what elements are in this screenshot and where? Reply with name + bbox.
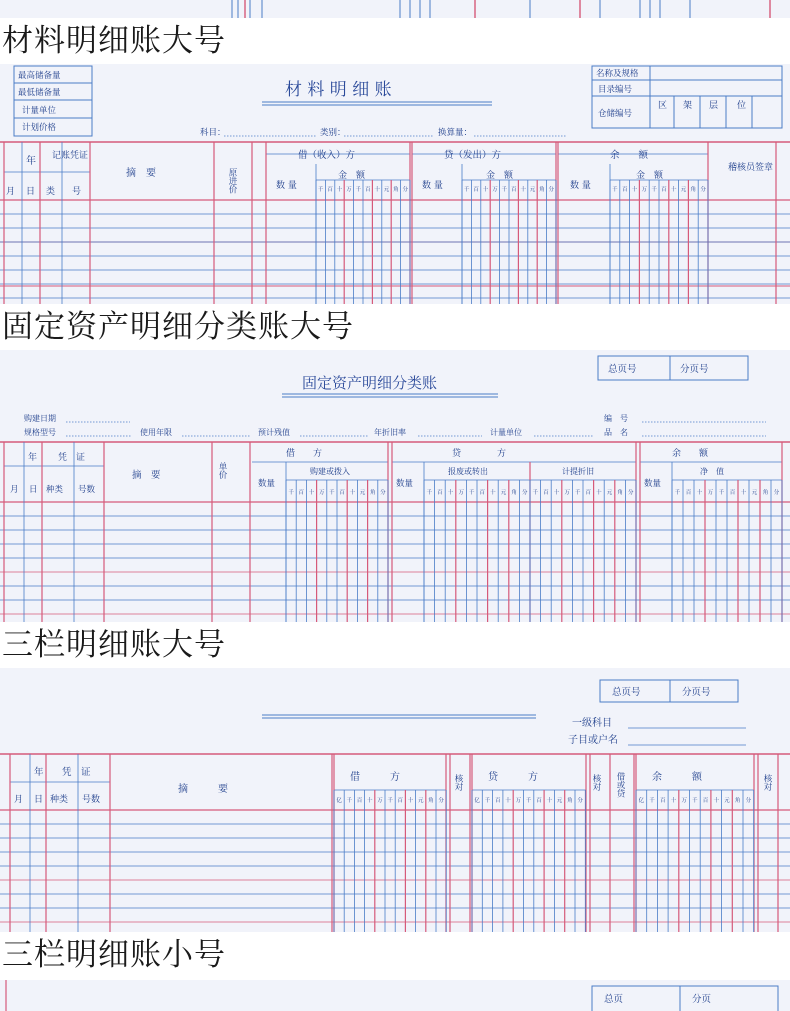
digit-unit-label: 亿 bbox=[638, 798, 645, 804]
fa-hdr-balance: 余 额 bbox=[672, 449, 709, 459]
digit-unit-label: 千 bbox=[426, 490, 433, 496]
digit-unit-label: 元 bbox=[680, 187, 687, 193]
digit-unit-label: 元 bbox=[529, 187, 536, 193]
digit-unit-label: 万 bbox=[515, 798, 522, 804]
hdr-amount-balance: 金 额 bbox=[636, 171, 664, 181]
loc-layer: 层 bbox=[709, 101, 719, 111]
tc-sub-page: 分页号 bbox=[682, 687, 711, 698]
digit-unit-label: 百 bbox=[729, 490, 736, 496]
digit-unit-label: 百 bbox=[339, 490, 345, 496]
digit-unit-label: 十 bbox=[366, 798, 373, 804]
material-ledger-form bbox=[0, 64, 790, 304]
fa-hdr-year: 年 bbox=[28, 453, 38, 463]
digit-unit-label: 分 bbox=[402, 187, 409, 193]
digit-unit-label: 元 bbox=[417, 798, 424, 804]
digit-unit-label: 分 bbox=[548, 187, 555, 193]
digit-unit-label: 角 bbox=[369, 490, 376, 496]
subject-label: 科目： bbox=[200, 128, 226, 138]
caption-fixed-assets: 固定资产明细分类账大号 bbox=[2, 309, 354, 345]
digit-unit-label: 十 bbox=[520, 187, 526, 193]
fa-hdr-qty-2: 数量 bbox=[396, 479, 414, 489]
hdr-debit: 借（收入）方 bbox=[298, 150, 356, 161]
digit-unit-label: 元 bbox=[556, 798, 563, 804]
digit-unit-label: 分 bbox=[745, 798, 752, 804]
digit-unit-label: 元 bbox=[359, 490, 366, 496]
digit-unit-label: 角 bbox=[690, 187, 697, 193]
digit-unit-label: 百 bbox=[659, 798, 666, 804]
tc-hdr-kind: 种类 bbox=[50, 795, 69, 805]
fa-hdr-num: 号数 bbox=[78, 485, 96, 495]
top-left-row-4: 计划价格 bbox=[22, 123, 57, 133]
digit-unit-label: 元 bbox=[606, 490, 613, 496]
digit-unit-label: 十 bbox=[713, 798, 720, 804]
hdr-day: 日 bbox=[26, 187, 36, 197]
fa-hdr-day: 日 bbox=[29, 485, 38, 495]
digit-unit-label: 千 bbox=[468, 490, 475, 496]
digit-unit-label: 千 bbox=[463, 187, 470, 193]
digit-unit-label: 十 bbox=[696, 490, 703, 496]
digit-unit-label: 百 bbox=[473, 187, 479, 193]
digit-unit-label: 千 bbox=[649, 798, 655, 804]
top-left-row-3: 计量单位 bbox=[22, 106, 57, 116]
top-right-row-3: 仓储编号 bbox=[598, 109, 633, 119]
digit-unit-label: 百 bbox=[543, 490, 549, 496]
digit-unit-label: 百 bbox=[298, 490, 305, 496]
digit-unit-label: 千 bbox=[612, 187, 618, 193]
material-ledger-grid bbox=[0, 142, 790, 304]
digit-unit-label: 万 bbox=[707, 490, 714, 496]
fa-total-page: 总页号 bbox=[608, 364, 637, 375]
hdr-voucher: 记账凭证 bbox=[52, 151, 89, 161]
sm-sub-page: 分页 bbox=[692, 994, 712, 1005]
hdr-audit: 稽核员签章 bbox=[728, 163, 774, 173]
digit-unit-label: 百 bbox=[364, 187, 371, 193]
fa-hdr-qty-3: 数量 bbox=[644, 479, 662, 489]
tc-hdr-day: 日 bbox=[34, 795, 44, 805]
material-ledger-svg bbox=[0, 64, 790, 304]
digit-unit-label: 角 bbox=[734, 798, 741, 804]
tc-hdr-check-1: 核对 bbox=[453, 774, 463, 791]
hdr-credit: 贷（发出）方 bbox=[444, 150, 502, 161]
digit-unit-label: 十 bbox=[631, 187, 638, 193]
digit-unit-label: 十 bbox=[407, 798, 414, 804]
fa-residual: 预计残值 bbox=[258, 428, 290, 437]
digit-unit-label: 千 bbox=[346, 798, 353, 804]
digit-unit-label: 千 bbox=[317, 187, 324, 193]
previous-form-strip bbox=[0, 0, 790, 18]
category-label: 类别： bbox=[320, 128, 346, 138]
digit-unit-label: 万 bbox=[346, 187, 352, 193]
tc-hdr-summary: 摘 要 bbox=[178, 784, 228, 795]
digit-unit-label: 万 bbox=[641, 187, 648, 193]
digit-unit-label: 百 bbox=[494, 798, 501, 804]
digit-unit-label: 万 bbox=[318, 490, 325, 496]
hdr-qty-credit: 数 量 bbox=[422, 181, 443, 191]
caption-material-ledger: 材料明细账大号 bbox=[2, 23, 226, 59]
fa-hdr-credit: 贷 方 bbox=[452, 449, 507, 459]
tc-hdr-dc: 借或贷 bbox=[615, 772, 625, 798]
tc-hdr-balance: 余 额 bbox=[652, 772, 702, 783]
digit-unit-label: 十 bbox=[482, 187, 489, 193]
tc-hdr-num: 号数 bbox=[82, 795, 101, 805]
fixed-assets-svg bbox=[0, 350, 790, 622]
digit-unit-label: 亿 bbox=[474, 798, 480, 804]
hdr-amount-debit: 金 额 bbox=[338, 171, 366, 181]
fa-build-date: 购建日期 bbox=[24, 414, 56, 423]
top-right-row-1: 名称及规格 bbox=[596, 69, 639, 79]
fa-hdr-kind: 种类 bbox=[46, 485, 64, 495]
digit-unit-label: 千 bbox=[718, 490, 725, 496]
fa-hdr-debit: 借 方 bbox=[286, 449, 323, 459]
digit-unit-label: 千 bbox=[532, 490, 539, 496]
loc-position: 位 bbox=[737, 101, 747, 111]
digit-unit-label: 百 bbox=[437, 490, 443, 496]
hdr-orig-price: 原进价 bbox=[227, 168, 237, 194]
digit-unit-label: 分 bbox=[773, 490, 780, 496]
previous-form-lines bbox=[0, 0, 790, 18]
digit-unit-label: 分 bbox=[438, 798, 444, 804]
hdr-kind: 类 bbox=[46, 187, 56, 197]
tc-hdr-check-2: 核对 bbox=[591, 774, 601, 791]
digit-unit-label: 百 bbox=[685, 490, 692, 496]
tc-hdr-month: 月 bbox=[14, 795, 24, 805]
digit-unit-label: 千 bbox=[501, 187, 508, 193]
digit-unit-label: 千 bbox=[674, 490, 681, 496]
top-left-row-2: 最低储备量 bbox=[18, 88, 61, 98]
digit-unit-label: 百 bbox=[356, 798, 363, 804]
fa-unit: 计量单位 bbox=[490, 428, 522, 437]
top-right-row-2: 目录编号 bbox=[598, 85, 633, 95]
digit-unit-label: 十 bbox=[505, 798, 511, 804]
fa-hdr-qty-1: 数量 bbox=[258, 479, 276, 489]
sm-total-page: 总页 bbox=[604, 994, 624, 1005]
digit-unit-label: 千 bbox=[329, 490, 335, 496]
digit-unit-label: 元 bbox=[751, 490, 758, 496]
digit-unit-label: 分 bbox=[627, 490, 634, 496]
hdr-balance: 余 额 bbox=[610, 150, 649, 161]
three-col-small-svg bbox=[0, 980, 790, 1011]
fixed-assets-title: 固定资产明细分类账 bbox=[302, 374, 438, 392]
tc-hdr-check-3: 核对 bbox=[762, 774, 772, 791]
digit-unit-label: 千 bbox=[651, 187, 657, 193]
digit-unit-label: 百 bbox=[327, 187, 333, 193]
digit-unit-label: 分 bbox=[700, 187, 706, 193]
tc-hdr-year: 年 bbox=[34, 767, 44, 778]
digit-unit-label: 十 bbox=[349, 490, 356, 496]
digit-unit-label: 元 bbox=[724, 798, 730, 804]
fa-rate: 年折旧率 bbox=[374, 428, 406, 437]
fixed-assets-form bbox=[0, 350, 790, 622]
fa-hdr-net: 净 值 bbox=[700, 467, 724, 476]
material-ledger-digit-units bbox=[318, 185, 706, 193]
digit-unit-label: 角 bbox=[539, 187, 545, 193]
conversion-label: 换算量： bbox=[438, 128, 473, 138]
digit-unit-label: 百 bbox=[585, 490, 592, 496]
digit-unit-label: 百 bbox=[661, 187, 667, 193]
fa-hdr-month: 月 bbox=[10, 485, 19, 495]
digit-unit-label: 角 bbox=[567, 798, 573, 804]
fa-life: 使用年限 bbox=[140, 428, 172, 437]
digit-unit-label: 十 bbox=[546, 798, 553, 804]
digit-unit-label: 分 bbox=[577, 798, 583, 804]
digit-unit-label: 百 bbox=[510, 187, 517, 193]
digit-unit-label: 元 bbox=[500, 490, 507, 496]
hdr-amount-credit: 金 额 bbox=[486, 171, 514, 181]
digit-unit-label: 角 bbox=[428, 798, 434, 804]
digit-unit-label: 十 bbox=[336, 187, 343, 193]
tc-level1-subject: 一级科目 bbox=[572, 718, 612, 729]
fa-hdr-unit-price: 单价 bbox=[217, 462, 227, 479]
fa-hdr-voucher: 凭 证 bbox=[58, 453, 86, 463]
three-col-small-form bbox=[0, 980, 790, 1011]
hdr-qty-debit: 数 量 bbox=[276, 181, 297, 191]
caption-three-col-large: 三栏明细账大号 bbox=[2, 627, 226, 663]
digit-unit-label: 千 bbox=[288, 490, 294, 496]
tc-hdr-voucher: 凭 证 bbox=[62, 767, 91, 778]
loc-rack: 架 bbox=[683, 101, 693, 111]
digit-unit-label: 百 bbox=[536, 798, 542, 804]
fixed-assets-digit-units bbox=[288, 488, 779, 496]
digit-unit-label: 万 bbox=[564, 490, 570, 496]
digit-unit-label: 十 bbox=[374, 187, 380, 193]
tc-sub-account: 子目或户名 bbox=[568, 735, 618, 746]
fa-model: 规格型号 bbox=[24, 428, 56, 437]
digit-unit-label: 角 bbox=[617, 490, 623, 496]
three-col-large-form bbox=[0, 668, 790, 932]
digit-unit-label: 十 bbox=[447, 490, 454, 496]
tc-hdr-debit: 借 方 bbox=[350, 772, 400, 783]
digit-unit-label: 百 bbox=[479, 490, 486, 496]
top-left-row-1: 最高储备量 bbox=[18, 71, 61, 81]
digit-unit-label: 十 bbox=[740, 490, 747, 496]
digit-unit-label: 千 bbox=[692, 798, 698, 804]
digit-unit-label: 千 bbox=[387, 798, 393, 804]
tc-total-page: 总页号 bbox=[612, 687, 641, 698]
digit-unit-label: 分 bbox=[380, 490, 386, 496]
fa-hdr-depr: 计提折旧 bbox=[562, 467, 594, 476]
fa-sub-page: 分页号 bbox=[680, 364, 709, 375]
digit-unit-label: 十 bbox=[490, 490, 496, 496]
digit-unit-label: 千 bbox=[484, 798, 491, 804]
digit-unit-label: 百 bbox=[621, 187, 628, 193]
hdr-qty-balance: 数 量 bbox=[570, 181, 591, 191]
fa-hdr-purchase: 购建或拨入 bbox=[310, 467, 350, 476]
digit-unit-label: 十 bbox=[670, 187, 677, 193]
digit-unit-label: 元 bbox=[383, 187, 390, 193]
digit-unit-label: 十 bbox=[308, 490, 315, 496]
tc-hdr-credit: 贷 方 bbox=[488, 772, 538, 783]
digit-unit-label: 千 bbox=[355, 187, 362, 193]
three-col-large-svg bbox=[0, 668, 790, 932]
digit-unit-label: 角 bbox=[511, 490, 517, 496]
digit-unit-label: 百 bbox=[397, 798, 404, 804]
caption-three-col-small: 三栏明细账小号 bbox=[2, 937, 226, 973]
digit-unit-label: 十 bbox=[670, 798, 677, 804]
digit-unit-label: 分 bbox=[521, 490, 528, 496]
fixed-assets-grid bbox=[0, 442, 790, 622]
hdr-summary: 摘 要 bbox=[126, 168, 156, 179]
fa-hdr-scrap: 报废或转出 bbox=[448, 467, 488, 476]
digit-unit-label: 十 bbox=[553, 490, 560, 496]
digit-unit-label: 角 bbox=[393, 187, 399, 193]
digit-unit-label: 十 bbox=[596, 490, 602, 496]
digit-unit-label: 千 bbox=[574, 490, 581, 496]
hdr-month: 月 bbox=[6, 187, 16, 197]
digit-unit-label: 万 bbox=[377, 798, 383, 804]
digit-unit-label: 万 bbox=[492, 187, 498, 193]
loc-area: 区 bbox=[658, 101, 668, 111]
fa-hdr-summary: 摘 要 bbox=[132, 470, 161, 481]
fa-name: 品 名 bbox=[604, 428, 628, 437]
digit-unit-label: 亿 bbox=[336, 798, 342, 804]
digit-unit-label: 角 bbox=[762, 490, 769, 496]
digit-unit-label: 万 bbox=[681, 798, 687, 804]
digit-unit-label: 千 bbox=[525, 798, 532, 804]
hdr-year: 年 bbox=[26, 156, 36, 167]
hdr-num: 号 bbox=[72, 187, 82, 197]
digit-unit-label: 万 bbox=[458, 490, 464, 496]
fa-number: 编 号 bbox=[604, 414, 628, 423]
digit-unit-label: 百 bbox=[702, 798, 709, 804]
material-ledger-title: 材 料 明 细 账 bbox=[285, 80, 392, 100]
